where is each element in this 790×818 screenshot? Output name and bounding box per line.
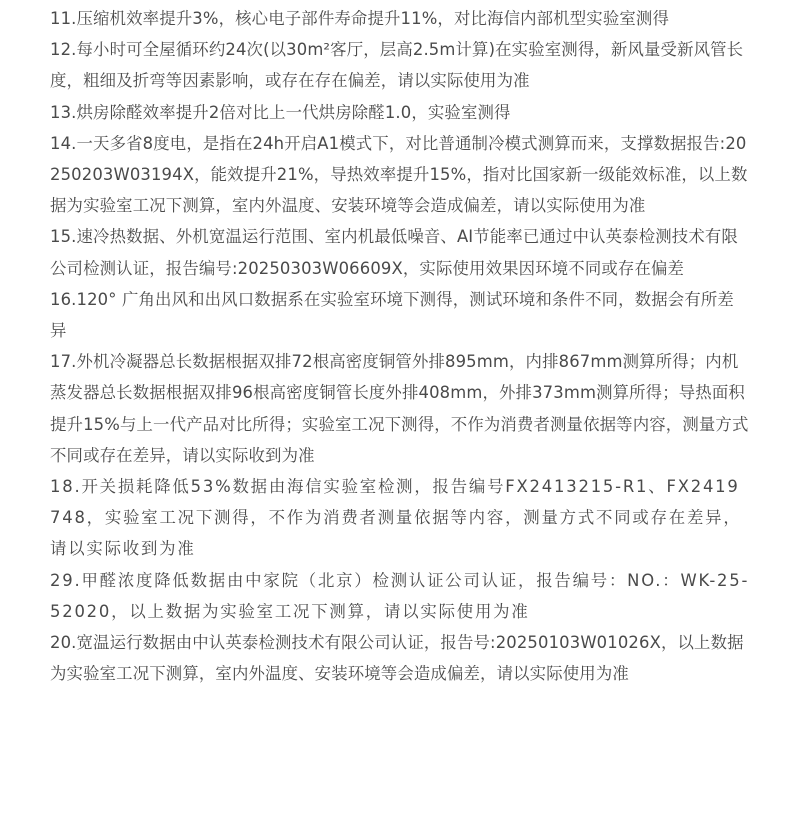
footnote-29-formaldehyde-concentration: 29.甲醛浓度降低数据由中家院（北京）检测认证公司认证，报告编号：NO.：WK-25-52020，以上数据为实验室工况下测算，请以实际使用为准 bbox=[50, 570, 750, 621]
footnote-list bbox=[50, 3, 750, 689]
footnote-16-wide-angle-airflow: 16.120° 广角出风和出风口数据系在实验室环境下测得，测试环境和条件不同，数据会有所差异 bbox=[50, 289, 734, 341]
footnote-11-compressor-efficiency: 11.压缩机效率提升3%，核心电子部件寿命提升11%，对比海信内部机型实验室测得 bbox=[50, 9, 669, 28]
footnote-14-energy-saving: 14.一天多省8度电，是指在24h开启A1模式下，对比普通制冷模式测算而来，支撑数据报告:20250203W03194X，能效提升21%，导热效率提升15%，指对比国家新一级能效标准，以上数据为实验室工况下测算，室内外温度、安装环境等会造成偏差，请以实际使用为准 bbox=[50, 133, 748, 216]
footnote-15-certification: 15.速冷热数据、外机宽温运行范围、室内机最低噪音、AI节能率已通过中认英泰检测技术有限公司检测认证，报告编号:20250303W06609X，实际使用效果因环境不同或存在偏差 bbox=[50, 227, 738, 278]
footnote-20-wide-temperature-operation: 20.宽温运行数据由中认英泰检测技术有限公司认证，报告号:20250103W01026X，以上数据为实验室工况下测算，室内外温度、安装环境等会造成偏差，请以实际使用为准 bbox=[50, 633, 744, 684]
footnote-13-formaldehyde-removal: 13.烘房除醛效率提升2倍对比上一代烘房除醛1.0，实验室测得 bbox=[50, 102, 511, 122]
footnote-17-condenser-length: 17.外机冷凝器总长数据根据双排72根高密度铜管外排895mm，内排867mm测算所得；内机蒸发器总长数据根据双排96根高密度铜管长度外排408mm，外排373mm测算所得；导热面积提升15%与上一代产品对比所得；实验室工况下测得，不作为消费者测量依据等内容，测量方式不同或存在差异，请以实际收到为准 bbox=[50, 352, 749, 465]
footnote-18-switching-loss: 18.开关损耗降低53%数据由海信实验室检测，报告编号FX2413215-R1、FX2419748，实验室工况下测得，不作为消费者测量依据等内容，测量方式不同或存在差异，请以实际收到为准 bbox=[50, 477, 742, 559]
footnote-12-air-circulation: 12.每小时可全屋循环约24次(以30m²客厅，层高2.5m计算)在实验室测得，新风量受新风管长度，粗细及折弯等因素影响，或存在存在偏差，请以实际使用为准 bbox=[50, 40, 744, 91]
